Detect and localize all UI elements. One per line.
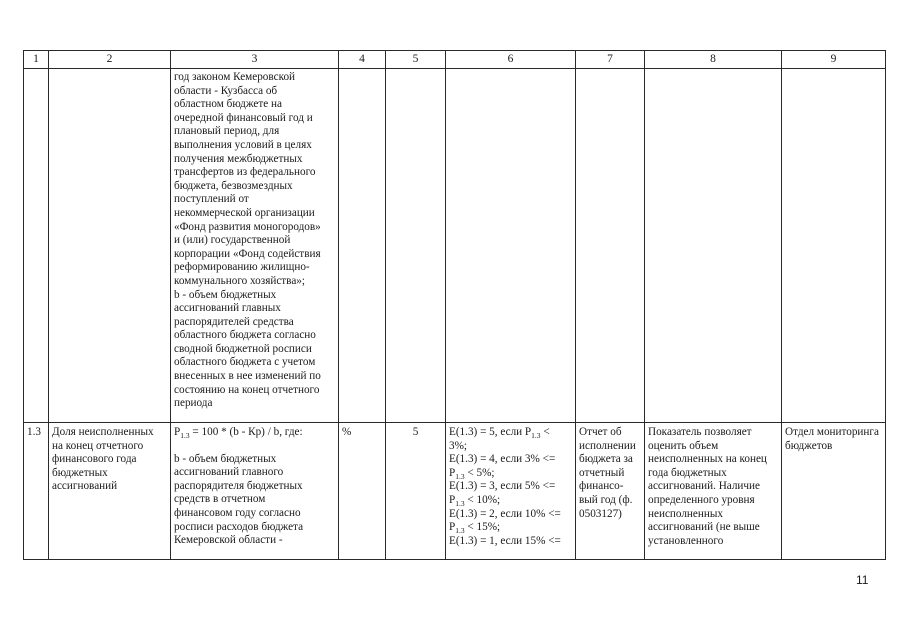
formula-description: b - объем бюджетных ассигнований главного распорядителя бюджетных средств в отчетном финансовом году согласно росписи расходов бюджета Кемеровской области - (174, 452, 304, 547)
header-cell: 1 (24, 51, 49, 69)
header-cell: 6 (446, 51, 576, 69)
indicator-name-cell: Доля неисполненных на конец отчетного финансового года бюджетных ассигнований (49, 423, 171, 560)
table-cell (782, 69, 886, 423)
formula: $P_{1.3} = 100 * (b - Кр) / b$, где: (174, 426, 303, 441)
header-cell: 8 (645, 51, 782, 69)
source-cell: Отчет об исполнении бюджета за отчетный финансо- вый год (ф. 0503127) (576, 423, 645, 560)
table-cell (339, 69, 386, 423)
table-cell (576, 69, 645, 423)
scoring-cell: E(1.3) = 5, если $P_{1.3}$ < 3%; E(1.3) = 4, если 3% <= $P_{1.3} < 5\%$; E(1.3) = 3, если 5% <= $P_{1.3} < 10\%$; E(1.3) = 2, если 10% <= $P_{1.3} < 15\%$; E(1.3) = 1, если 15% <= (446, 423, 576, 560)
method-description-cell: год законом Кемеровской области - Кузбасса об областном бюджете на очередной финансовый год и плановый период, для выполнения условий в целях получения межбюджетных трансфертов из федерального бюджета, безвозмездных поступлений от некоммерческой организации «Фонд развития моногородов» и (или) государственной корпорации «Фонд содействия реформированию жилищно- коммунального хозяйства»; b - объем бюджетных ассигнований главных распорядителей средства областного бюджета согласно сводной бюджетной росписи областного бюджета с учетом внесенных в нее изменений по состоянию на конец отчетного периода (171, 69, 339, 423)
responsible-cell: Отдел мониторинга бюджетов (782, 423, 886, 560)
header-cell: 2 (49, 51, 171, 69)
table-cell (386, 69, 446, 423)
table-row (24, 423, 886, 560)
table-cell (24, 69, 49, 423)
table-row (24, 69, 886, 423)
row-number-cell: 1.3 (24, 423, 49, 560)
table-cell (446, 69, 576, 423)
page-number: 11 (856, 573, 869, 587)
indicator-table (23, 50, 886, 560)
table-cell (49, 69, 171, 423)
header-cell: 4 (339, 51, 386, 69)
comment-cell: Показатель позволяет оценить объем неисполненных на конец года бюджетных ассигнований. Наличие определенного уровня неисполненных ассигнований (не выше установленного (645, 423, 782, 560)
unit-cell: % (339, 423, 386, 560)
header-cell: 3 (171, 51, 339, 69)
weight-cell: 5 (386, 423, 446, 560)
header-row (24, 51, 886, 69)
header-cell: 9 (782, 51, 886, 69)
header-cell: 5 (386, 51, 446, 69)
header-cell: 7 (576, 51, 645, 69)
table-cell (645, 69, 782, 423)
formula-cell (171, 423, 339, 560)
